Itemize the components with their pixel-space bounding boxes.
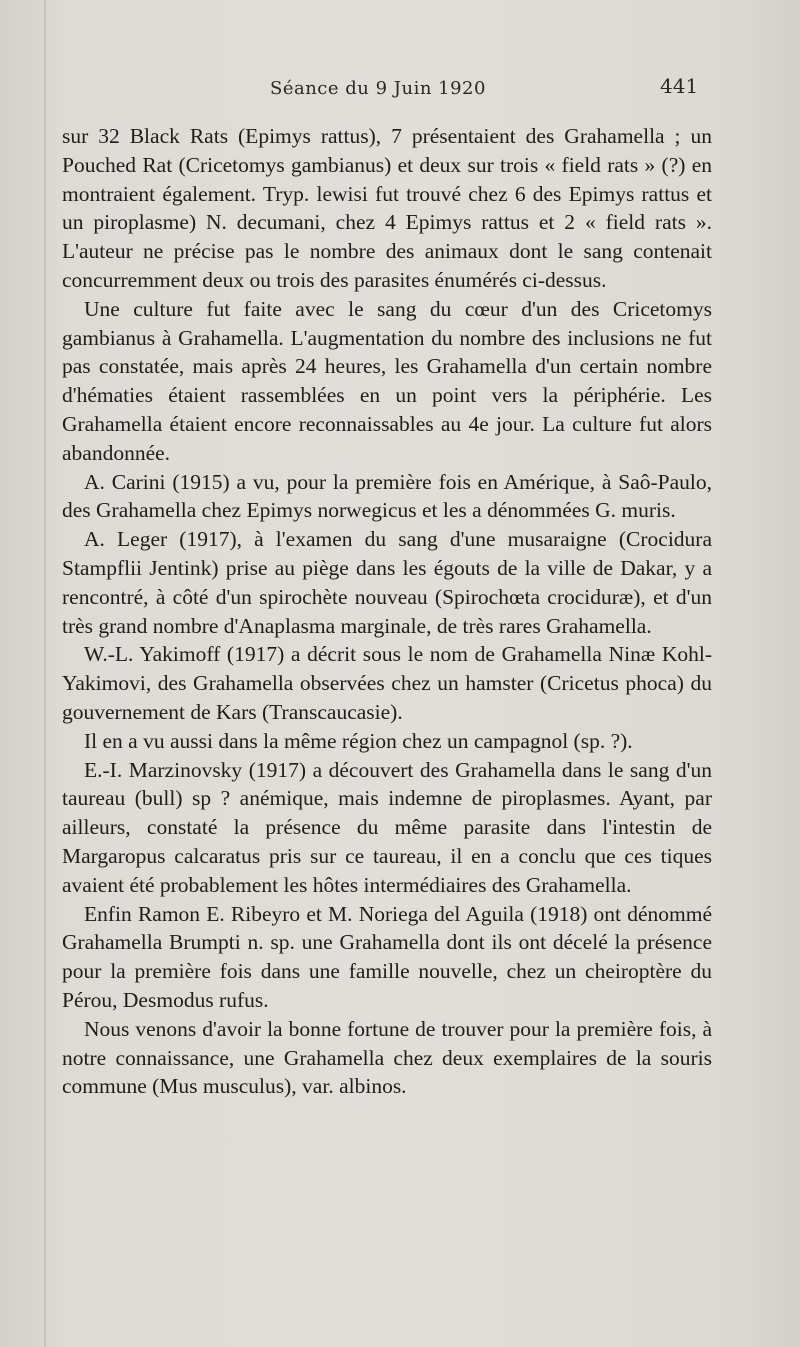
paragraph: E.-I. Marzinovsky (1917) a découvert des Grahamella dans le sang d'un taureau (bull) sp ? anémique, mais indemne de piroplasmes. Ayant, par ailleurs, constaté la présence du même parasite dans l'intestin de Margaropus calcaratus pris sur ce taureau, il en a conclu que ces tiques avaient été probablement les hôtes intermédiaires des Grahamella. (62, 757, 712, 897)
paragraph: Il en a vu aussi dans la même région chez un campagnol (sp. ?). (84, 728, 633, 753)
paragraph: sur 32 Black Rats (Epimys rattus), 7 présentaient des Grahamella ; un Pouched Rat (Cricetomys gambianus) et deux sur trois « field rats » (?) en montraient également. Tryp. lewisi fut trouvé chez 6 des Epimys rattus et un piroplasme) N. decumani, chez 4 Epimys rattus et 2 « field rats ». L'auteur ne précise pas le nombre des animaux dont le sang contenait concurremment deux ou trois des parasites énumérés ci-dessus. (62, 124, 712, 292)
page-header (0, 74, 800, 108)
body-text (62, 122, 712, 1101)
page-fold-shadow (44, 0, 46, 1347)
paragraph: A. Leger (1917), à l'examen du sang d'une musaraigne (Crocidura Stampflii Jentink) prise au piège dans les égouts de la ville de Dakar, y a rencontré, à côté d'un spirochète nouveau (Spirochœta crociduræ), et d'un très grand nombre d'Anaplasma marginale, de très rares Grahamella. (62, 527, 712, 638)
paragraph: Nous venons d'avoir la bonne fortune de trouver pour la première fois, à notre connaissance, une Grahamella chez deux exemplaires de la souris commune (Mus musculus), var. albinos. (62, 1016, 712, 1099)
paragraph: Enfin Ramon E. Ribeyro et M. Noriega del Aguila (1918) ont dénommé Grahamella Brumpti n. sp. une Grahamella dont ils ont décelé la présence pour la première fois dans une famille nouvelle, chez un cheiroptère du Pérou, Desmodus rufus. (62, 901, 712, 1012)
running-head: Séance du 9 Juin 1920 (270, 78, 486, 99)
paragraph: Une culture fut faite avec le sang du cœur d'un des Cricetomys gambianus à Grahamella. L'augmentation du nombre des inclusions ne fut pas constatée, mais après 24 heures, les Grahamella d'un certain nombre d'hématies étaient rassemblées en un point vers la périphérie. Les Grahamella étaient encore reconnaissables au 4e jour. La culture fut alors abandonnée. (62, 296, 712, 465)
page-number: 441 (660, 74, 699, 98)
paragraph: W.-L. Yakimoff (1917) a décrit sous le nom de Grahamella Ninæ Kohl-Yakimovi, des Grahamella observées chez un hamster (Cricetus phoca) du gouvernement de Kars (Transcaucasie). (62, 642, 712, 724)
paragraph: A. Carini (1915) a vu, pour la première fois en Amérique, à Saô-Paulo, des Grahamella chez Epimys norwegicus et les a dénommées G. muris. (62, 469, 712, 523)
